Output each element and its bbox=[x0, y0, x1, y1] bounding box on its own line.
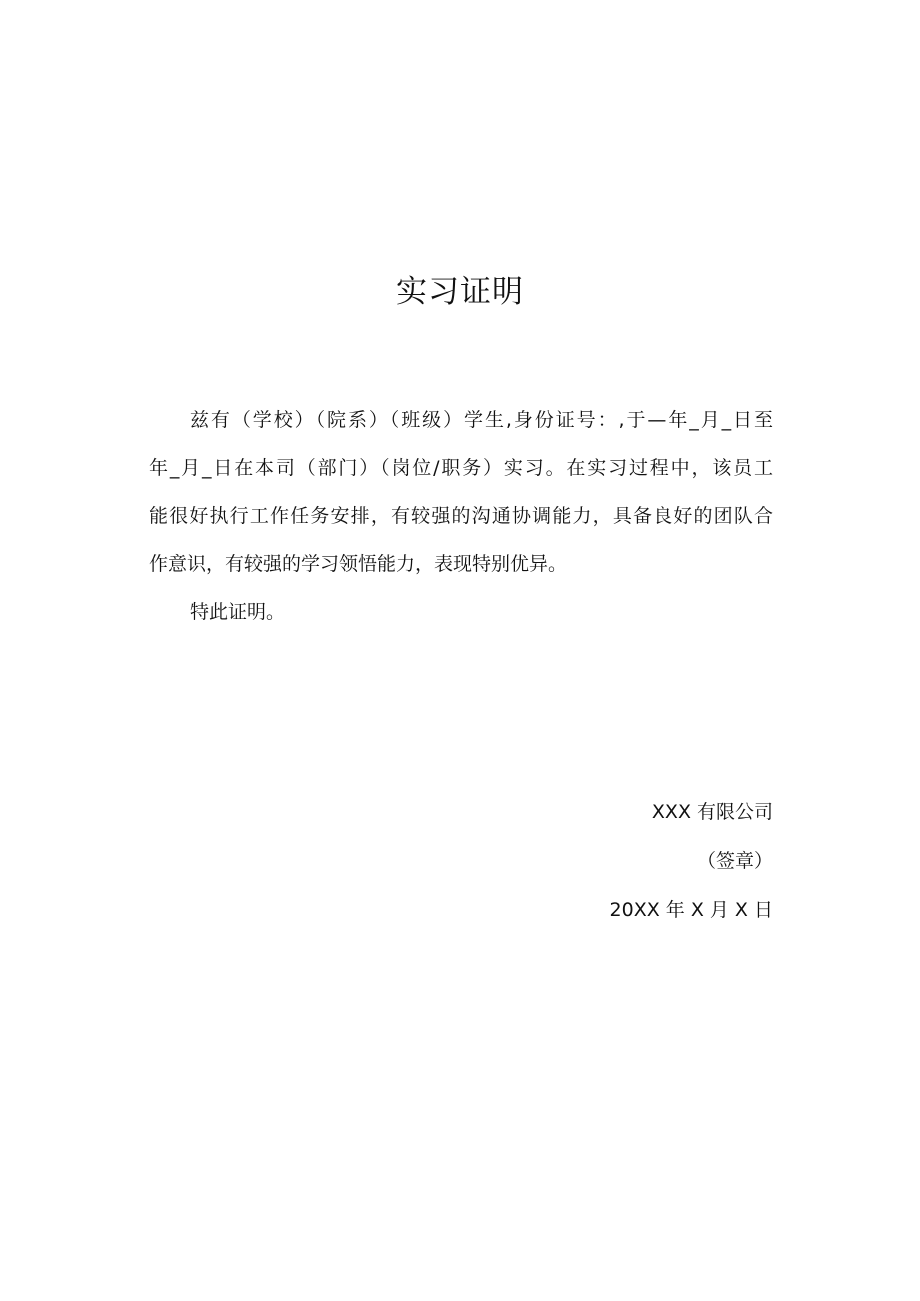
closing-statement: 特此证明。 bbox=[190, 601, 286, 623]
stamp-label: （签章） bbox=[696, 850, 773, 872]
issue-date: 20XX 年 X 月 X 日 bbox=[609, 899, 773, 921]
signature-block bbox=[610, 790, 773, 937]
body-line-2: 年_月_日在本司（部门）（岗位/职务）实习。在实习过程中，该员工 bbox=[149, 457, 773, 479]
body-line-4: 作意识，有较强的学习领悟能力，表现特别优异。 bbox=[149, 553, 568, 575]
document-title: 实习证明 bbox=[396, 274, 524, 310]
certificate-body bbox=[149, 396, 773, 588]
body-line-1: 兹有（学校）（院系）（班级）学生,身份证号：,于—年_月_日至 bbox=[190, 409, 773, 431]
company-name: XXX 有限公司 bbox=[651, 801, 773, 823]
body-line-3: 能很好执行工作任务安排，有较强的沟通协调能力，具备良好的团队合 bbox=[149, 505, 773, 527]
